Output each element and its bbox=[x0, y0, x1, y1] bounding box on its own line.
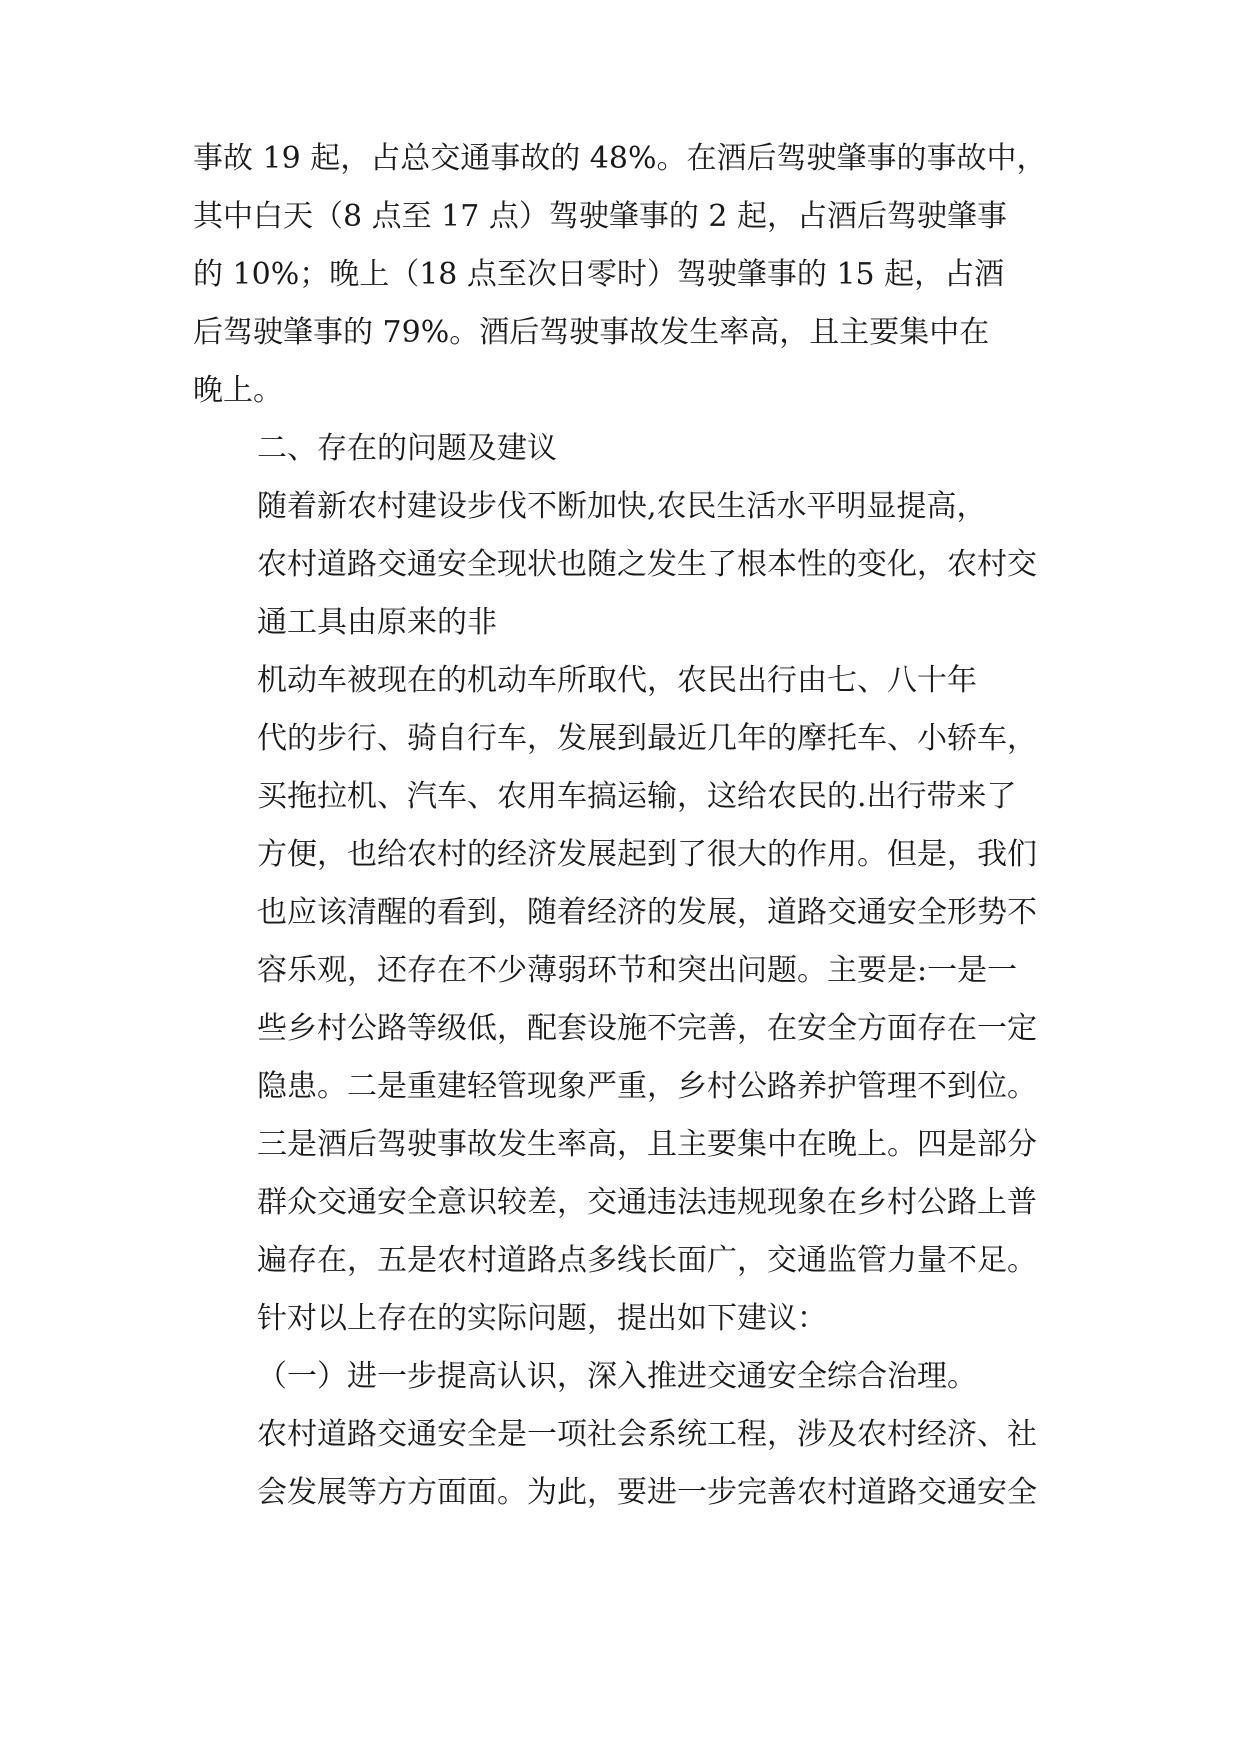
text-line: 晚上。 bbox=[193, 373, 283, 408]
text-line: 买拖拉机、汽车、农用车搞运输，这给农民的.出行带来了 bbox=[257, 779, 1017, 814]
text-line: 通工具由原来的非 bbox=[257, 605, 497, 640]
document-page bbox=[193, 130, 1073, 1522]
paragraph bbox=[193, 130, 1073, 420]
paragraph bbox=[193, 1348, 1073, 1522]
text-line: 也应该清醒的看到，随着经济的发展，道路交通安全形势不 bbox=[257, 895, 1037, 930]
text-line: 机动车被现在的机动车所取代，农民出行由七、八十年 bbox=[257, 663, 977, 698]
paragraph bbox=[193, 478, 1073, 652]
text-line: 些乡村公路等级低，配套设施不完善，在安全方面存在一定 bbox=[257, 1011, 1037, 1046]
document-body bbox=[193, 130, 1073, 1522]
text-line: 会发展等方方面面。为此，要进一步完善农村道路交通安全 bbox=[257, 1475, 1037, 1510]
text-line: 二、存在的问题及建议 bbox=[257, 431, 557, 466]
text-line: 其中白天（8 点至 17 点）驾驶肇事的 2 起，占酒后驾驶肇事 bbox=[193, 199, 1008, 234]
text-line: 代的步行、骑自行车，发展到最近几年的摩托车、小轿车， bbox=[257, 721, 1037, 756]
text-line: 后驾驶肇事的 79%。酒后驾驶事故发生率高，且主要集中在 bbox=[193, 315, 990, 350]
text-line: 三是酒后驾驶事故发生率高，且主要集中在晚上。四是部分 bbox=[257, 1127, 1037, 1162]
text-line: 农村道路交通安全是一项社会系统工程，涉及农村经济、社 bbox=[257, 1417, 1037, 1452]
text-line: 随着新农村建设步伐不断加快,农民生活水平明显提高， bbox=[257, 489, 987, 524]
paragraph bbox=[193, 420, 1073, 478]
paragraph bbox=[193, 652, 1073, 1290]
text-line: 容乐观，还存在不少薄弱环节和突出问题。主要是:一是一 bbox=[257, 953, 1018, 988]
text-line: （一）进一步提高认识，深入推进交通安全综合治理。 bbox=[257, 1359, 977, 1394]
text-line: 遍存在，五是农村道路点多线长面广，交通监管力量不足。 bbox=[257, 1243, 1037, 1278]
text-line: 方便，也给农村的经济发展起到了很大的作用。但是，我们 bbox=[257, 837, 1037, 872]
text-line: 隐患。二是重建轻管现象严重，乡村公路养护管理不到位。 bbox=[257, 1069, 1037, 1104]
text-line: 针对以上存在的实际问题，提出如下建议： bbox=[257, 1301, 827, 1336]
text-line: 的 10%；晚上（18 点至次日零时）驾驶肇事的 15 起，占酒 bbox=[193, 257, 1005, 292]
paragraph bbox=[193, 1290, 1073, 1348]
text-line: 群众交通安全意识较差，交通违法违规现象在乡村公路上普 bbox=[257, 1185, 1037, 1220]
text-line: 农村道路交通安全现状也随之发生了根本性的变化，农村交 bbox=[257, 547, 1037, 582]
text-line: 事故 19 起，占总交通事故的 48%。在酒后驾驶肇事的事故中， bbox=[193, 141, 1047, 176]
